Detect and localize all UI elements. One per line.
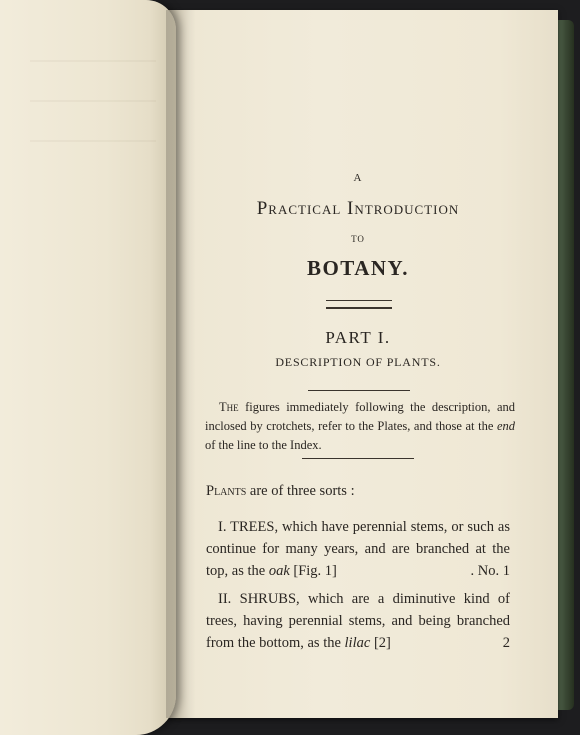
note-italic: end — [496, 419, 515, 433]
rule-divider-bottom — [302, 458, 414, 459]
note-text-1: figures immediately following the description, and inclosed by crotchets, refer to the Plates, and those at the — [205, 400, 515, 433]
trees-index: . No. 1 — [470, 563, 510, 579]
trees-ref: [Fig. 1] — [289, 563, 337, 579]
part-heading: PART I. — [325, 328, 391, 347]
trees-paragraph — [206, 516, 510, 582]
left-blank-page — [0, 0, 176, 735]
page-text — [200, 0, 516, 735]
trees-text: I. TREES, which have perennial stems, or such as continue for many years, and are branched at the top, as the — [206, 519, 510, 579]
note-text-2: of the line to the Index. — [205, 438, 322, 452]
shrubs-text: II. SHRUBS, which are a diminutive kind of trees, having perennial stems, and being branched from the bottom, as the — [206, 591, 510, 651]
note-lead: The — [219, 400, 239, 414]
heading-to: TO — [351, 234, 365, 244]
rule-divider-top — [308, 390, 410, 391]
heading-a: A — [353, 172, 363, 184]
shrubs-index: 2 — [502, 635, 510, 651]
shrubs-ref: [2] — [370, 635, 391, 651]
plants-text: are of three sorts : — [246, 483, 355, 499]
heading-title: Practical Introduction — [256, 198, 460, 219]
part-subtitle: DESCRIPTION OF PLANTS. — [275, 355, 441, 369]
heading-main: BOTANY. — [306, 256, 410, 280]
trees-example: oak — [268, 563, 290, 579]
shrubs-paragraph — [206, 588, 510, 654]
gutter-shadow — [166, 10, 196, 718]
figures-note — [205, 398, 515, 455]
plants-lead: Plants — [206, 483, 247, 499]
shrubs-example: lilac — [344, 635, 371, 651]
double-rule — [326, 300, 392, 309]
plants-intro — [206, 480, 510, 502]
